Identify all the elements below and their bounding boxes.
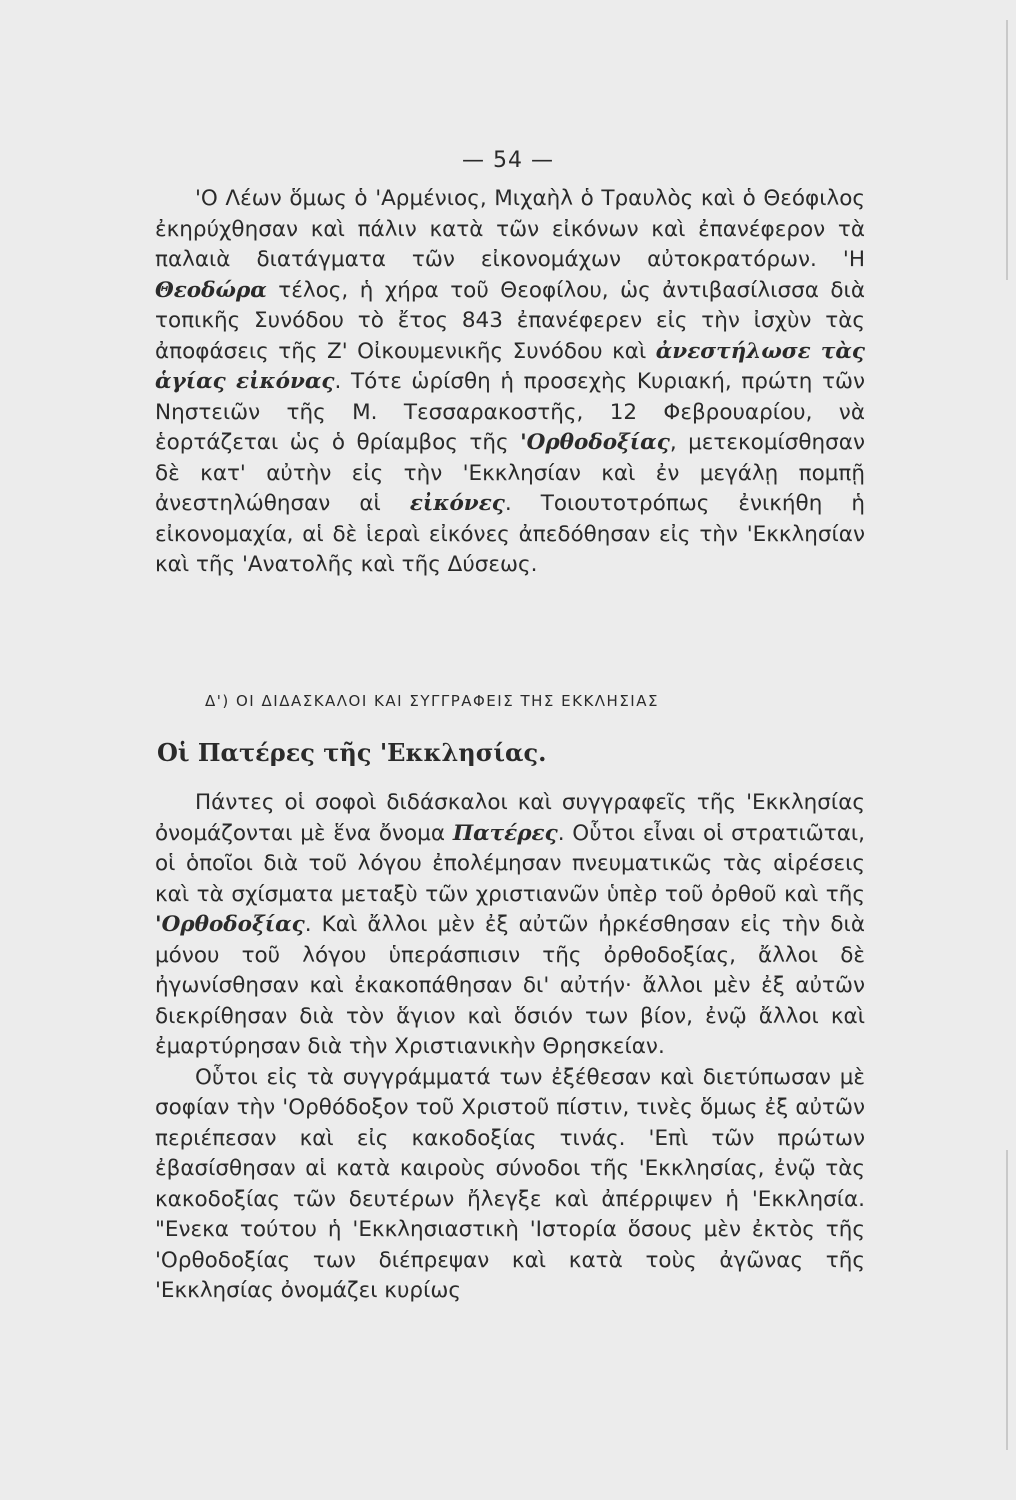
text-run: . Τοιουτοτρόπως ἐνικήθη ἡ εἰκονομαχία, αἱ δὲ ἱεραὶ εἰκόνες ἀπεδόθησαν εἰς τὴν 'Εκκλησίαν καὶ τῆς 'Ανατολῆς καὶ τῆς Δύσεως.: [155, 491, 866, 577]
text-run: τέλος, ἡ χήρα τοῦ Θεοφίλου, ὡς ἀντιβασίλισσα διὰ τοπικῆς Συνόδου τὸ ἔτος 843 ἐπανέφερεν εἰς τὴν ἰσχὺν τὰς ἀποφάσεις τῆς Ζ' Οἰκουμενικῆς Συνόδου καὶ: [155, 277, 865, 364]
paragraph: [155, 184, 865, 581]
page-edge-mark: [1006, 1150, 1008, 1450]
emphasis-orthodoxy: 'Ορθοδοξίας: [520, 430, 670, 455]
paragraph: [155, 788, 865, 1063]
emphasis-fathers: Πατέρες: [452, 820, 558, 846]
emphasis-icons: εἰκόνες: [409, 491, 505, 516]
page-number: — 54 —: [462, 148, 554, 173]
paragraph: Οὗτοι εἰς τὰ συγγράμματά των ἐξέθεσαν καὶ διετύπωσαν μὲ σοφίαν τὴν 'Ορθόδοξον τοῦ Χριστοῦ πίστιν, τινὲς ὅμως ἐξ αὐτῶν περιέπεσαν καὶ εἰς κακοδοξίας τινάς. 'Επὶ τῶν πρώτων ἐβασίσθησαν αἱ κατὰ καιροὺς σύνοδοι τῆς 'Εκκλησίας, ἐνῷ τὰς κακοδοξίας τῶν δευτέρων ἤλεγξε καὶ ἀπέρριψεν ἡ 'Εκκλησία. "Ενεκα τούτου ἡ 'Εκκλησιαστικὴ 'Ιστορία ὅσους μὲν ἐκτὸς τῆς 'Ορθοδοξίας των διέπρεψαν καὶ κατὰ τοὺς ἀγῶνας τῆς 'Εκκλησίας ὀνομάζει κυρίως: [155, 1064, 865, 1303]
text-run: 'Ο Λέων ὅμως ὁ 'Αρμένιος, Μιχαὴλ ὁ Τραυλὸς καὶ ὁ Θεόφιλος ἐκηρύχθησαν καὶ πάλιν κατὰ τῶν εἰκόνων καὶ ἐπανέφερον τὰ παλαιὰ διατάγματα τῶν εἰκονομάχων αὐτοκρατόρων. 'Η: [155, 186, 865, 272]
emphasis-icons-restored: ἀνεστήλωσε τὰς ἁγίας εἰκόνας: [155, 338, 865, 394]
text-run: . Τότε ὡρίσθη ἡ προσεχὴς Κυριακή, πρώτη τῶν Νηστειῶν τῆς Μ. Τεσσαρακοστῆς, 12 Φεβρουαρίου, νὰ ἑορτάζεται ὡς ὁ θρίαμβος τῆς: [155, 369, 865, 455]
text-run: . Καὶ ἄλλοι μὲν ἐξ αὐτῶν ἠρκέσθησαν εἰς τὴν διὰ μόνου τοῦ λόγου ὑπεράσπισιν τῆς ὀρθοδοξίας, ἄλλοι δὲ ἠγωνίσθησαν καὶ ἐκακοπάθησαν δι' αὐτήν· ἄλλοι μὲν ἐξ αὐτῶν διεκρίθησαν διὰ τὸν ἅγιον καὶ ὅσιόν των βίον, ἐνῷ ἄλλοι καὶ ἐμαρτύρησαν διὰ τὴν Χριστιανικὴν Θρησκείαν.: [155, 912, 865, 1059]
paragraph-iconoclasm-end: [155, 184, 865, 581]
text-run: , μετεκομίσθησαν δὲ κατ' αὐτὴν εἰς τὴν 'Εκκλησίαν καὶ ἐν μεγάλῃ πομπῇ ἀνεστηλώθησαν αἱ: [155, 430, 865, 516]
emphasis-orthodoxy: 'Ορθοδοξίας: [155, 912, 305, 937]
text-run: Πάντες οἱ σοφοὶ διδάσκαλοι καὶ συγγραφεῖς τῆς 'Εκκλησίας ὀνομάζονται μὲ ἕνα ὄνομα: [155, 790, 865, 846]
emphasis-theodora: Θεοδώρα: [155, 277, 267, 303]
section-heading: Δ') ΟΙ ΔΙΔΑΣΚΑΛΟΙ ΚΑΙ ΣΥΓΓΡΑΦΕΙΣ ΤΗΣ ΕΚΚΛΗΣΙΑΣ: [205, 692, 659, 710]
subheading: Οἱ Πατέρες τῆς 'Εκκλησίας.: [157, 738, 547, 767]
paragraphs-church-fathers: [155, 788, 865, 1307]
text-run: . Οὗτοι εἶναι οἱ στρατιῶται, οἱ ὁποῖοι διὰ τοῦ λόγου ἐπολέμησαν πνευματικῶς τὰς αἱρέσεις καὶ τὰ σχίσματα μεταξὺ τῶν χριστιανῶν ὑπὲρ τοῦ ὀρθοῦ καὶ τῆς: [155, 820, 866, 907]
